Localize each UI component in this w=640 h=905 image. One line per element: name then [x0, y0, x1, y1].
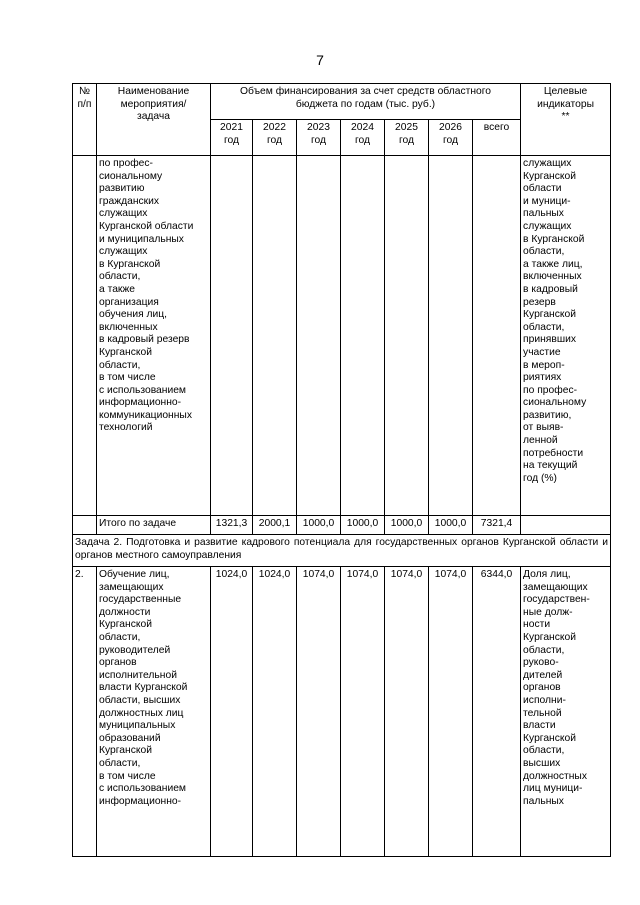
task-row — [73, 535, 611, 567]
header-year: 2022 год — [253, 120, 297, 156]
header-indicators: Целевые индикаторы ** — [521, 84, 611, 156]
task-2-heading: Задача 2. Подготовка и развитие кадрового потенциала для государственных органов Курганской области и органов местного самоуправления — [73, 535, 611, 567]
empty-cell — [521, 516, 611, 535]
total-value: 2000,1 — [253, 516, 297, 535]
total-value: 1000,0 — [341, 516, 385, 535]
header-name: Наименование мероприятия/ задача — [97, 84, 211, 156]
row-num — [73, 156, 97, 516]
total-value: 1321,3 — [211, 516, 253, 535]
header-year: 2023 год — [297, 120, 341, 156]
total-value: 1000,0 — [385, 516, 429, 535]
row-value: 6344,0 — [473, 567, 521, 857]
header-funding: Объем финансирования за счет средств областного бюджета по годам (тыс. руб.) — [211, 84, 521, 120]
row-num: 2. — [73, 567, 97, 857]
page-number: 7 — [316, 52, 324, 68]
header-total: всего — [473, 120, 521, 156]
empty-cell — [211, 156, 253, 516]
empty-cell — [341, 156, 385, 516]
empty-cell — [429, 156, 473, 516]
total-value: 1000,0 — [429, 516, 473, 535]
budget-table — [72, 83, 611, 857]
table-row — [73, 156, 611, 516]
row-name: по профес- сиональному развитию гражданских служащих Курганской области и муниципальных служащих в Курганской области, а также организация обучения лиц, включенных в кадровый резерв Курганской области, в том числе с использованием информационно- коммуникационных технологий — [97, 156, 211, 516]
row-indicator: Доля лиц, замещающих государствен- ные долж- ности Курганской области, руково- дителей органов исполни- тельной власти Курганской области, высших должностных лиц муници- пальных — [521, 567, 611, 857]
table-row — [73, 567, 611, 857]
header-year: 2025 год — [385, 120, 429, 156]
header-year: 2024 год — [341, 120, 385, 156]
row-value: 1074,0 — [429, 567, 473, 857]
empty-cell — [253, 156, 297, 516]
header-row — [73, 84, 611, 120]
total-value: 1000,0 — [297, 516, 341, 535]
row-value: 1074,0 — [341, 567, 385, 857]
empty-cell — [473, 156, 521, 516]
row-indicator: служащих Курганской области и муници- пальных служащих в Курганской области, а также лиц, включенных в кадровый резерв Курганской области, принявших участие в мероп- риятиях по профес- сиональному развитию, от выяв- ленной потребности на текущий год (%) — [521, 156, 611, 516]
total-row — [73, 516, 611, 535]
empty-cell — [385, 156, 429, 516]
row-value: 1074,0 — [385, 567, 429, 857]
header-year: 2021 год — [211, 120, 253, 156]
row-name: Обучение лиц, замещающих государственные должности Курганской области, руководителей органов исполнительной власти Курганской области, высших должностных лиц муниципальных образований Курганской области, в том числе с использованием информационно- — [97, 567, 211, 857]
row-value: 1024,0 — [253, 567, 297, 857]
total-label: Итого по задаче — [97, 516, 211, 535]
row-num — [73, 516, 97, 535]
empty-cell — [297, 156, 341, 516]
total-value: 7321,4 — [473, 516, 521, 535]
row-value: 1024,0 — [211, 567, 253, 857]
header-num: № п/п — [73, 84, 97, 156]
row-value: 1074,0 — [297, 567, 341, 857]
header-year: 2026 год — [429, 120, 473, 156]
